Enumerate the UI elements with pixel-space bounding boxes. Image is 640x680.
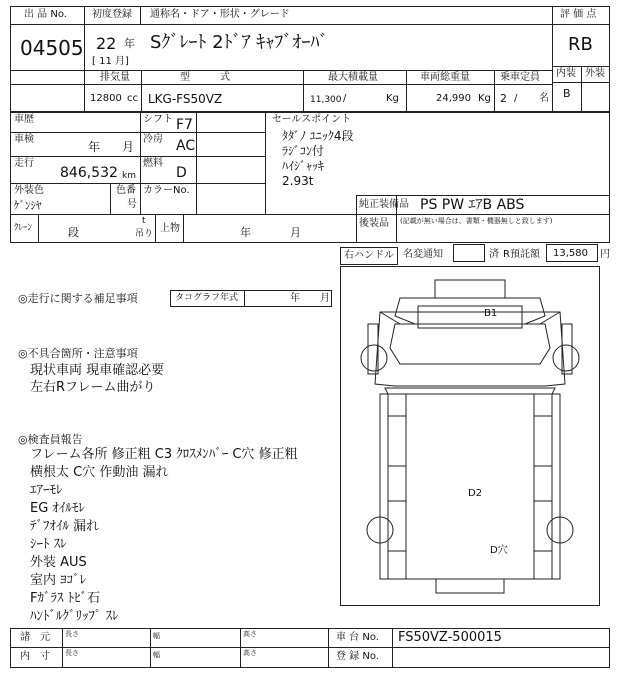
inspector-line: ﾊﾝﾄﾞﾙｸﾞﾘｯﾌﾟ ｽﾚ [30,609,119,624]
inspector-line: 横根太 C穴 作動油 漏れ [30,465,169,480]
aftermarket-label: 後装品 [359,218,389,229]
gross-weight-unit: Kg [478,93,491,104]
front-right-wheel [553,345,579,371]
cargo-bed [388,394,552,579]
length-label: 長さ [65,630,79,638]
interior-dims-label: 内 寸 [20,651,50,662]
inspector-line: フレーム各所 修正粗 C3 ｸﾛｽﾒﾝﾊﾞｰ C穴 修正粗 [30,447,298,462]
crane-label: ｸﾚｰﾝ [14,223,33,233]
fuel-label: 燃料 [143,158,163,169]
length-label: 長さ [65,649,79,657]
chassis-label: 車 台 No. [336,632,379,643]
chassis-number: FS50VZ-500015 [398,630,502,645]
gross-weight-label: 車両総重量 [420,72,470,83]
tacho-label: タコグラフ年式 [175,293,239,303]
damage-mark: D2 [468,488,483,499]
width-label: 幅 [153,632,160,640]
upper-label: 上物 [160,223,180,234]
color-no-sub: 号 [127,199,137,210]
color-value: ｹﾞﾝｼﾔ [14,199,42,212]
cab-body [375,312,565,386]
name-label: 通称名・ドア・形状・グレード [150,9,290,20]
defect-title: ◎不具合箇所・注意事項 [18,347,138,360]
name-change-label: 名変通知 [403,249,443,260]
gross-weight-value: 24,990 [436,93,471,104]
inspection-label: 車検 [14,134,34,145]
footer-frame [10,628,610,668]
sales-point-line: 2.93t [282,174,314,188]
sales-point-line: ﾊｲｼﾞｬｯｷ [282,159,325,173]
width-label: 幅 [153,651,160,659]
inspector-line: 室内 ﾖｺﾞﾚ [30,573,87,588]
lot-number: 04505 [20,36,84,60]
damage-mark: B1 [484,308,498,319]
max-load-sep: / [343,93,347,104]
upper-month: 月 [290,226,301,239]
recycle-unit: 円 [600,249,610,260]
capacity-unit: 名 [539,93,549,104]
fuel-value: D [176,165,187,181]
right-hand-drive-tag: 右ハンドル [340,247,398,265]
capacity-sep: / [514,93,518,104]
inspector-line: Fｶﾞﾗｽ ﾄﾋﾞ石 [30,591,101,606]
recycle-label: R預託額 [503,249,540,260]
shift-value: F7 [176,117,193,133]
inspector-line: ﾃﾞﾌｵｲﾙ 漏れ [30,519,100,534]
max-load-label: 最大積載量 [328,72,378,83]
exterior-grade-label: 外装 [585,68,605,79]
sales-points-label: セールスポイント [272,114,352,125]
history-label: 車歴 [14,114,34,125]
ac-label: 冷房 [143,134,163,145]
height-label: 高さ [243,649,257,657]
mileage-value: 846,532 [60,165,118,181]
ac-value: AC [176,138,196,154]
inspector-line: EG ｵｲﾙﾓﾚ [30,501,85,516]
mileage-label: 走行 [14,158,34,169]
recycle-prefix: 済 [489,249,499,260]
capacity-label: 乗車定員 [500,72,540,83]
driving-remarks-title: ◎走行に関する補足事項 [18,292,138,305]
defect-line: 左右Rフレーム曲がり [30,380,156,395]
max-load-value: 11,300 [310,95,342,105]
capacity-value: 2 [500,92,507,105]
color-label: 外装色 [14,185,44,196]
registration-label: 登 録 No. [336,651,379,662]
lot-no-label: 出 品 No. [24,9,67,20]
grade-label: 評 価 点 [560,9,597,20]
crane-unit: 段 [68,226,79,239]
first-reg-year-unit: 年 [124,37,135,50]
genuine-equipment-value: PS PW ｴｱB ABS [420,197,525,213]
first-reg-year: 22 [96,34,117,53]
displacement-unit: cc [127,93,138,104]
aftermarket-note: (記載が無い場合は、書類・機器無しと致します) [400,217,553,225]
inspector-title: ◎検査員報告 [18,433,83,446]
genuine-equipment-label: 純正装備品 [359,199,409,210]
displacement-value: 12800 [90,93,122,104]
inspector-line: 外装 AUS [30,555,87,570]
height-label: 高さ [243,630,257,638]
overall-grade: RB [568,34,593,55]
car-name: Sｸﾞﾚｰﾄ 2ﾄﾞｱ ｷｬﾌﾞｵｰﾊﾞ [150,32,329,53]
sales-point-line: ﾗｼﾞｺﾝ付 [282,144,325,158]
inspection-month: 月 [122,140,135,154]
color-no: カラーNo. [143,185,190,196]
tacho-year: 年 [290,293,300,304]
first-reg-label: 初度登録 [92,9,132,20]
model-label: 型 式 [180,72,230,83]
tacho-month: 月 [320,293,330,304]
color-no-label: 色番 [116,185,136,196]
displacement-label: 排気量 [100,72,130,83]
mileage-unit: km [122,171,136,181]
interior-grade: B [563,87,571,100]
inspector-line: ｼｰﾄ ｽﾚ [30,537,67,552]
damage-mark: D穴 [490,545,508,556]
inspection-year: 年 [88,140,101,154]
crane-t: t [142,216,146,226]
inspector-line: ｴｱｰﾓﾚ [30,483,63,498]
max-load-unit: Kg [386,93,399,104]
shift-label: シフト [143,114,173,125]
name-change-box [453,244,485,262]
dims-label: 諸 元 [20,632,50,643]
front-left-wheel [361,345,387,371]
interior-grade-label: 内装 [556,68,576,79]
truck-damage-diagram [340,266,600,606]
upper-year: 年 [240,226,251,239]
recycle-amount: 13,580 [553,248,588,259]
defect-line: 現状車両 現車確認必要 [30,363,165,378]
cab-roof [435,280,505,298]
sales-point-line: ﾀﾀﾞﾉ ﾕﾆｯｸ4段 [282,129,354,143]
crane-hang: 吊り [135,229,154,239]
first-reg-month: [ 11 月] [92,56,129,67]
model-value: LKG-FS50VZ [148,92,223,106]
